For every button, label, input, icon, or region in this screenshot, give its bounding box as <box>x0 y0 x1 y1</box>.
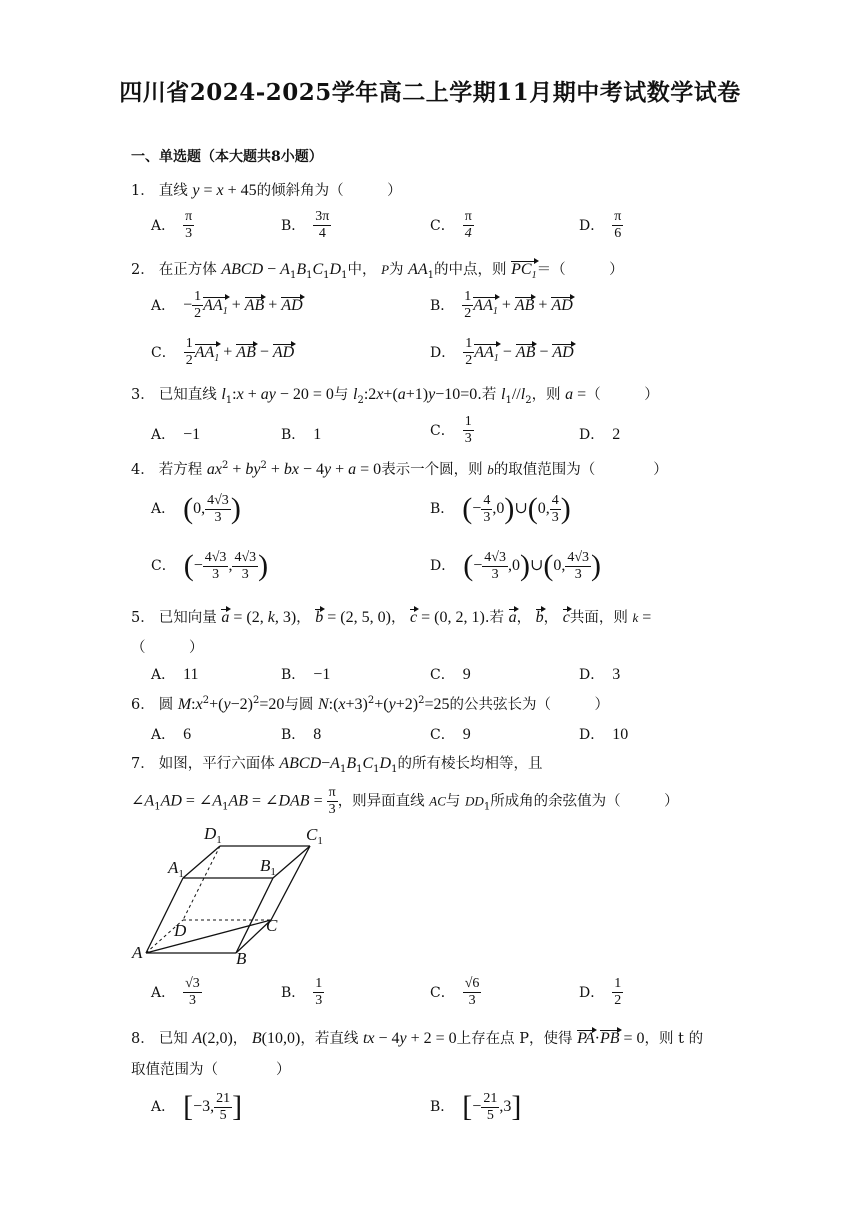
label-d1: $D_1$ <box>204 824 222 846</box>
question-4-option-a[interactable]: A． (0, $\frac{4√3}{3}$ ) <box>151 492 241 525</box>
label-b1: $B_1$ <box>260 856 276 878</box>
question-4-stem: 4． 若方程 $ax^2 + by^2$ + bx − 4y + a = 0表示一个圆，则 b的取值范围为（ ） <box>131 460 668 478</box>
edge-d1a1 <box>183 846 220 878</box>
question-5-stem: 5． 已知向量 a = (2, k, 3)， b = (2, 5, 0)， c = (0, 2, 1).若 a， b， c共面，则 k = <box>131 609 652 626</box>
label-a1: $A_1$ <box>168 858 184 880</box>
question-6-option-a[interactable]: A． 6 <box>151 726 192 743</box>
question-2-option-a[interactable]: A． − $\frac{1}{2}$ $AA_1$ + AB + AD <box>151 289 303 321</box>
question-7-option-d[interactable]: D． $\frac{1}{2}$ <box>579 976 622 1008</box>
question-8-option-b[interactable]: B． [− $\frac{21}{5}$ ,3] <box>430 1090 522 1123</box>
edge-c1b1 <box>273 846 310 878</box>
question-3-stem: 3． 已知直线 $l_1:x$ + ay − 20 = 0与 $l_2:2x+(a+1)y-10=0$.若 $l_1//l_2$，则 a =（ ） <box>131 386 659 406</box>
question-2-option-d[interactable]: D． $\frac{1}{2}$ $AA_1$ − AB − AD <box>430 336 574 368</box>
question-7-stem: 7． 如图，平行六面体 $ABCD-A_1B_1C_1D_1$的所有棱长均相等，且 <box>131 755 543 775</box>
question-3-option-a[interactable]: A． −1 <box>151 426 201 443</box>
parallelepiped-figure <box>128 820 338 970</box>
label-c1: $C_1$ <box>306 825 323 847</box>
question-4-option-c[interactable]: C． (− $\frac{4√3}{3}$ , $\frac{4√3}{3}$ ) <box>151 549 269 582</box>
question-6-option-d[interactable]: D． 10 <box>579 726 629 743</box>
page-title: 四川省2024-2025学年高二上学期11月期中考试数学试卷 <box>119 79 741 106</box>
question-1-option-b[interactable]: B． $\frac{3\pi}{4}$ <box>281 209 330 241</box>
question-5-option-c[interactable]: C． 9 <box>430 666 471 683</box>
label-a: A <box>132 943 143 962</box>
label-b: B <box>236 949 247 968</box>
question-1-option-d[interactable]: D． $\frac{\pi}{6}$ <box>579 209 622 241</box>
question-2-stem: 2． 在正方体 ABCD − $A_1B_1C_1D_1$中， P为 $AA_1$的中点，则 $PC_1=$（ ） <box>131 261 624 282</box>
edge-c1c <box>271 846 310 920</box>
question-7-option-a[interactable]: A． $\frac{√3}{3}$ <box>151 976 200 1008</box>
question-2-option-c[interactable]: C． $\frac{1}{2}$ $AA_1$ + AB − AD <box>151 336 295 368</box>
question-6-option-c[interactable]: C． 9 <box>430 726 471 743</box>
question-7-option-b[interactable]: B． $\frac{1}{3}$ <box>281 976 323 1008</box>
question-4-option-d[interactable]: D． (− $\frac{4√3}{3}$ ,0)∪(0, $\frac{4√3}{3}$ ) <box>430 549 602 582</box>
question-8-stem: 8． 已知 A(2,0)， B(10,0)，若直线 tx − 4y + 2 = 0上存在点 P，使得 PA·PB = 0，则 t 的 <box>131 1030 704 1047</box>
question-1-stem: 1． 直线 y = x + 45的倾斜角为（ ） <box>131 182 402 199</box>
question-6-stem: 6． 圆 $M:x^2+(y-2)^2=20$与圆 $N:(x+3)^2+(y+2)^2=25$的公共弦长为（ ） <box>131 695 609 713</box>
question-2-option-b[interactable]: B． $\frac{1}{2}$ $AA_1$ + AB + AD <box>430 289 573 321</box>
edge-a1a <box>146 878 183 953</box>
question-5-option-a[interactable]: A． 11 <box>151 666 199 683</box>
question-7-option-c[interactable]: C． $\frac{√6}{3}$ <box>430 976 480 1008</box>
question-5-paren: （ ） <box>131 640 204 656</box>
question-3-option-c[interactable]: C． $\frac{1}{3}$ <box>430 414 472 446</box>
question-8-stem-line2: 取值范围为（ ） <box>131 1062 291 1078</box>
question-8-option-a[interactable]: A． [−3, $\frac{21}{5}$ ] <box>151 1090 243 1123</box>
label-d: D <box>174 921 187 940</box>
question-4-option-b[interactable]: B． (− $\frac{4}{3}$ ,0)∪(0, $\frac{4}{3}$ ) <box>430 492 571 525</box>
question-7-stem-line2: $\angle A_1AD$ = $\angle A_1AB$ = ∠DAB = $\frac{\pi}{3}$ ，则异面直线 AC与 $DD_1$所成角的余弦值为（ ） <box>131 785 679 817</box>
question-5-option-d[interactable]: D． 3 <box>579 666 621 683</box>
question-5-option-b[interactable]: B． −1 <box>281 666 331 683</box>
edge-d1d-hidden <box>183 846 220 920</box>
label-c: C <box>266 916 278 935</box>
question-1-option-c[interactable]: C． $\frac{\pi}{4}$ <box>430 209 472 241</box>
question-6-option-b[interactable]: B． 8 <box>281 726 322 743</box>
section-heading: 一、单选题（本大题共8小题） <box>131 149 323 165</box>
question-3-option-d[interactable]: D． 2 <box>579 426 621 443</box>
question-3-option-b[interactable]: B． 1 <box>281 426 322 443</box>
question-1-option-a[interactable]: A． $\frac{\pi}{3}$ <box>151 209 193 241</box>
